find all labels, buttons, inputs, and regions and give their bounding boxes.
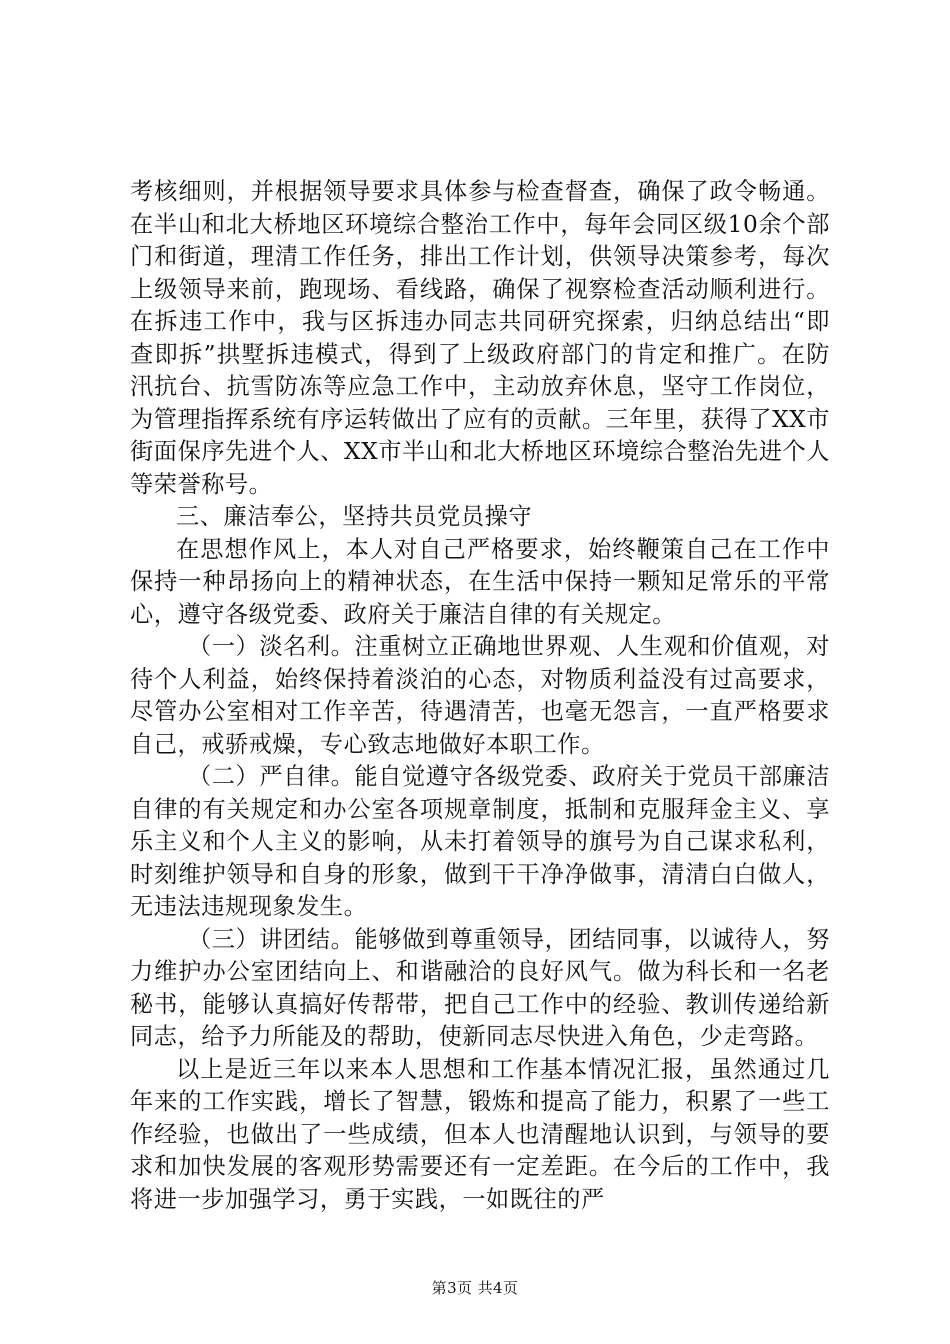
- section-heading-integrity: 三、廉洁奉公，坚持共员党员操守: [176, 503, 533, 530]
- paragraph-summary: 以上是近三年以来本人思想和工作基本情况汇报，虽然通过几年来的工作实践，增长了智慧，锻炼和提高了能力，积累了一些工作经验，也做出了一些成绩，但本人也清醒地认识到，与领导的要求和加快发展的客观形势需要还有一定差距。在今后的工作中，我将进一步加强学习，勇于实践，一如既往的严: [130, 1055, 830, 1213]
- paragraph-self-discipline: （二）严自律。能自觉遵守各级党委、政府关于党员干部廉洁自律的有关规定和办公室各项规章制度，抵制和克服拜金主义、享乐主义和个人主义的影响，从未打着领导的旗号为自己谋求私利，时刻维护领导和自身的形象，做到干干净净做事，清清白白做人，无违法违规现象发生。: [130, 763, 830, 920]
- paragraph-ideological-style: 在思想作风上，本人对自己严格要求，始终鞭策自己在工作中保持一种昂扬向上的精神状态，在生活中保持一颗知足常乐的平常心，遵守各级党委、政府关于廉洁自律的有关规定。: [130, 535, 830, 628]
- document-body: [130, 176, 830, 1216]
- paragraph-work-achievements: 考核细则，并根据领导要求具体参与检查督查，确保了政令畅通。在半山和北大桥地区环境综合整治工作中，每年会同区级10余个部门和街道，理清工作任务，排出工作计划，供领导决策参考，每次上级领导来前，跑现场、看线路，确保了视察检查活动顺利进行。在拆违工作中，我与区拆违办同志共同研究探索，归纳总结出“即查即拆”拱墅拆违模式，得到了上级政府部门的肯定和推广。在防汛抗台、抗雪防冻等应急工作中，主动放弃休息，坚守工作岗位，为管理指挥系统有序运转做出了应有的贡献。三年里，获得了XX市街面保序先进个人、XX市半山和北大桥地区环境综合整治先进个人等荣誉称号。: [130, 178, 830, 498]
- paragraph-unity: （三）讲团结。能够做到尊重领导，团结同事，以诚待人，努力维护办公室团结向上、和谐融洽的良好风气。做为科长和一名老秘书，能够认真搞好传帮带，把自己工作中的经验、教训传递给新同志，给予力所能及的帮助，使新同志尽快进入角色，少走弯路。: [130, 925, 830, 1050]
- page-number-footer: 第3页 共4页: [431, 1279, 519, 1297]
- paragraph-fame-and-gain: （一）淡名利。注重树立正确地世界观、人生观和价值观，对待个人利益，始终保持着淡泊的心态，对物质利益没有过高要求，尽管办公室相对工作辛苦，待遇清苦，也毫无怨言，一直严格要求自己，戒骄戒燥，专心致志地做好本职工作。: [130, 633, 830, 758]
